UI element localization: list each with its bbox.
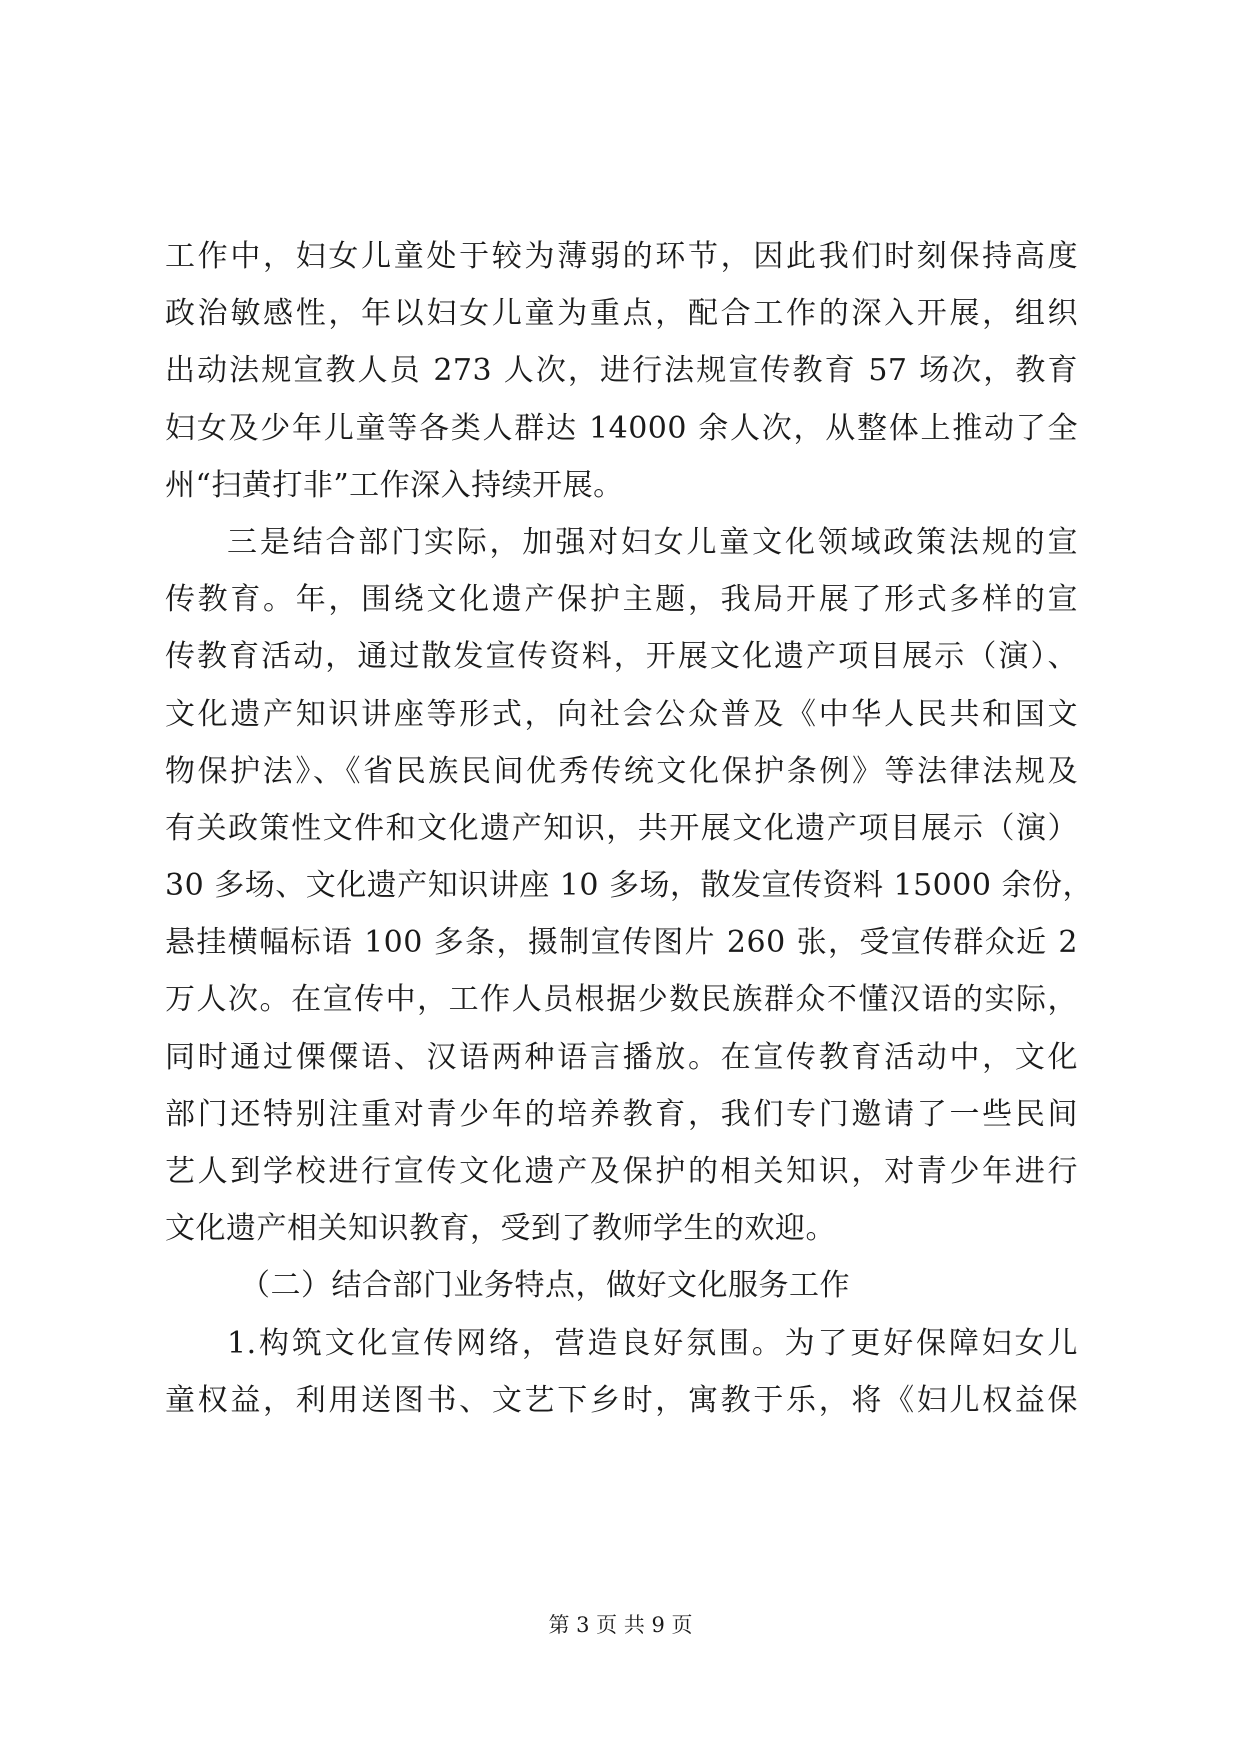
text-line: 部门还特别注重对青少年的培养教育，我们专门邀请了一些民间 xyxy=(165,1096,1078,1132)
text-line: 传教育。年，围绕文化遗产保护主题，我局开展了形式多样的宣 xyxy=(165,582,1078,618)
text-line: 同时通过傈僳语、汉语两种语言播放。在宣传教育活动中，文化 xyxy=(165,1039,1078,1075)
document-body xyxy=(165,228,1093,1429)
text-line: 传教育活动，通过散发宣传资料，开展文化遗产项目展示（演）、 xyxy=(165,639,1078,675)
text-line: 州“扫黄打非”工作深入持续开展。 xyxy=(165,467,624,503)
text-line: 文化遗产相关知识教育，受到了教师学生的欢迎。 xyxy=(165,1211,836,1247)
text-line: 30 多场、文化遗产知识讲座 10 多场，散发宣传资料 15000 余份， xyxy=(165,868,1093,904)
text-line: 工作中，妇女儿童处于较为薄弱的环节，因此我们时刻保持高度 xyxy=(165,239,1078,274)
text-line: 妇女及少年儿童等各类人群达 14000 余人次，从整体上推动了全 xyxy=(165,410,1078,446)
paragraph-start-line: 三是结合部门实际，加强对妇女儿童文化领域政策法规的宣 xyxy=(227,524,1078,560)
text-line: 政治敏感性，年以妇女儿童为重点，配合工作的深入开展，组织 xyxy=(165,296,1078,332)
text-line: 童权益，利用送图书、文艺下乡时，寓教于乐，将《妇儿权益保 xyxy=(165,1382,1078,1418)
page-number-footer: 第 3 页 共 9 页 xyxy=(548,1613,693,1637)
text-line: 悬挂横幅标语 100 多条，摄制宣传图片 260 张，受宣传群众近 2 xyxy=(165,925,1078,961)
text-line: 有关政策性文件和文化遗产知识，共开展文化遗产项目展示（演） xyxy=(165,810,1078,846)
text-line: 物保护法》、《省民族民间优秀传统文化保护条例》等法律法规及 xyxy=(165,753,1078,789)
text-line: 出动法规宣教人员 273 人次，进行法规宣传教育 57 场次，教育 xyxy=(165,353,1078,389)
text-line: 文化遗产知识讲座等形式，向社会公众普及《中华人民共和国文 xyxy=(165,696,1078,732)
paragraph-start-line: 1.构筑文化宣传网络，营造良好氛围。为了更好保障妇女儿 xyxy=(227,1325,1078,1361)
text-line: 万人次。在宣传中，工作人员根据少数民族群众不懂汉语的实际， xyxy=(165,982,1078,1018)
section-heading: （二）结合部门业务特点，做好文化服务工作 xyxy=(240,1268,850,1304)
text-line: 艺人到学校进行宣传文化遗产及保护的相关知识，对青少年进行 xyxy=(165,1154,1078,1189)
